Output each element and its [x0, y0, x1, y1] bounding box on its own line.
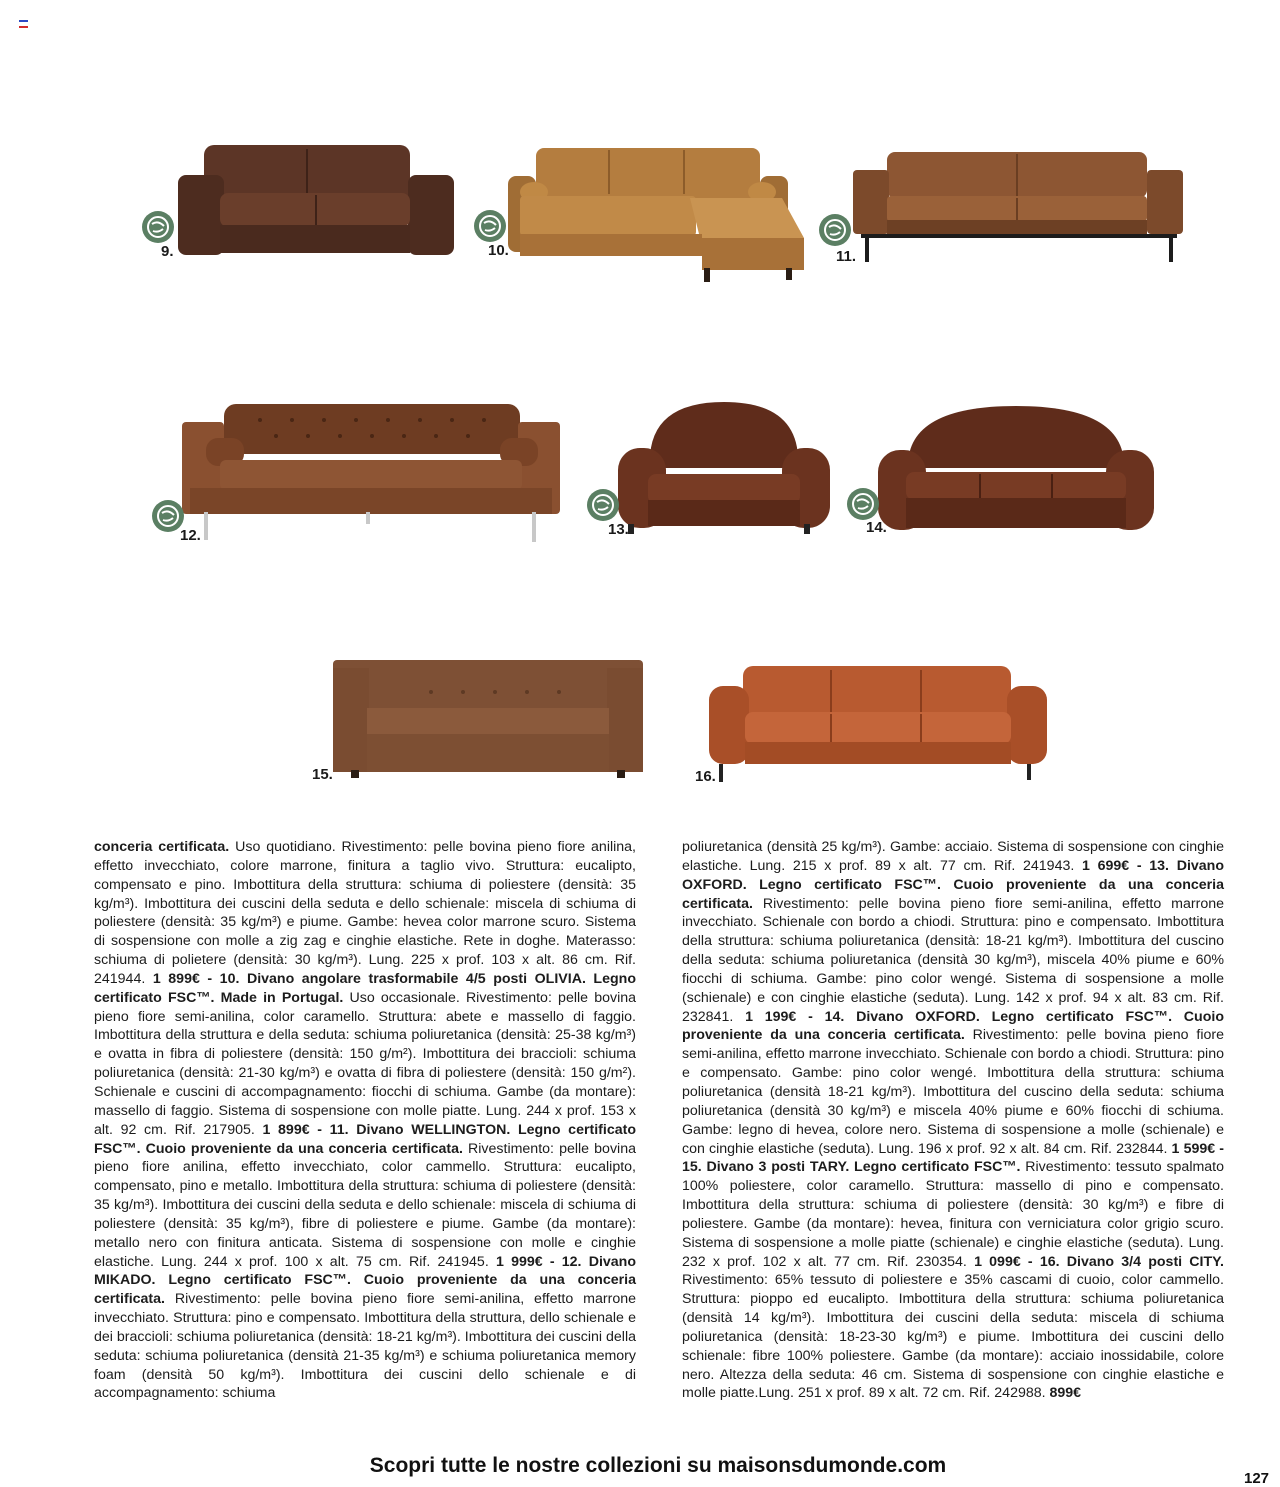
product-number: 14. [866, 519, 887, 536]
page-number: 127 [1244, 1470, 1270, 1487]
product-description-run: Rivestimento: pelle bovina pieno fiore semi-anilina, effetto marrone invecchiato. Schienale con bordo a chiodi. Struttura: pino e compensato. Gambe: pino color wengé. Imbottitura della struttura: schiuma poliuretanica (densità 18-21 kg/m³). Imbottitura del cuscino della seduta: schiuma poliuretanica (densità 30 kg/m³) e miscela 40% piume e 60% fiocchi di schiuma. Gambe: legno di hevea, colore nero. Sistema di sospensione a molle (schienale) e con cinghie elastiche (seduta). Lung. 196 x prof. 92 x alt. 84 cm. Rif. 232844. [682, 1027, 1224, 1157]
product-16-image [707, 664, 1051, 784]
product-description-run: Rivestimento: pelle bovina pieno fiore semi-anilina, effetto marrone invecchiato. Struttura: pino e compensato. Imbottitura della struttura, dello schienale e dei braccioli: schiuma poliuretanica (densità: 18-21 kg/m³). Imbottitura dei cuscini della seduta: schiuma poliuretanica (densità 21-35 kg/m³) e schiuma poliuretanica memory foam (densità 50 kg/m³). Imbottitura dei cuscini dello schienale e di accompagnamento: schiuma [94, 1291, 636, 1402]
product-description-run: Uso occasionale. Rivestimento: pelle bovina pieno fiore semi-anilina, color caramello. Struttura: abete e massello di faggio. Imbottitura della struttura e della seduta: schiuma poliuretanica (densità: 25-38 kg/m³) e ovatta in fibra di poliestere (densità: 150 g/m²). Imbottitura dei braccioli: schiuma poliuretanica (densità: 21-30 kg/m³) e ovatta di fibra di poliestere (densità: 150 g/m²). Schienale e cuscini di accompagnamento: fiocchi di schiuma. Gambe (da montare): massello di faggio. Sistema di sospensione con molle piatte. Lung. 244 x prof. 153 x alt. 92 cm. Rif. 217905. [94, 989, 636, 1138]
product-12-image [180, 402, 562, 544]
product-heading-run: 1 099€ - 16. Divano 3/4 posti CITY. [974, 1253, 1224, 1270]
product-heading-run: 1 899€ - 11. Divano WELLINGTON. Legno certificato FSC™. Cuoio proveniente da una conceria certificata. [94, 1121, 636, 1157]
product-description-run: Rivestimento: tessuto spalmato 100% poliestere, color caramello. Struttura: massello di pino e compensato. Imbottitura della struttura: schiuma di poliestere (densità: 30 kg/m³) e fibre di poliestere. Gambe (da montare): hevea, finitura con verniciatura color grigio scuro. Sistema di sospensione a molle piatte (schienale) e cinghie elastiche (seduta). Lung. 232 x prof. 102 x alt. 77 cm. Rif. 230354. [682, 1159, 1225, 1270]
product-heading-run: 1 599€ - 15. Divano 3 posti TARY. Legno certificato FSC™. [682, 1140, 1224, 1176]
product-description-run: Rivestimento: pelle bovina pieno fiore semi-anilina, effetto marrone invecchiato. Schienale con bordo a chiodi. Struttura: pino e compensato. Imbottitura della struttura: schiuma poliuretanica (densità: 18-21 kg/m³). Imbottitura del cuscino della seduta: schiuma poliuretanica (densità 30 kg/m³), miscela 40% piume e 60% fiocchi di schiuma. Gambe: pino color wengé. Sistema di sospensione a molle (schienale) e con cinghie elastiche (seduta). Lung. 142 x prof. 94 x alt. 83 cm. Rif. 232841. [682, 895, 1224, 1025]
product-11-image [851, 150, 1185, 265]
fsc-globe-icon [846, 487, 880, 521]
product-description-run: Uso quotidiano. Rivestimento: pelle bovina pieno fiore anilina, effetto invecchiato, colore marrone, finitura a taglio vivo. Struttura: eucalipto, compensato e pino. Imbottitura della struttura: schiuma di poliestere (densità: 35 kg/m³). Imbottitura dei cuscini della seduta e dello schienale: miscela di schiuma di poliestere (densità: 35 kg/m³) e piume. Gambe: hevea color marrone scuro. Sistema di sospensione con molle a zig zag e cinghie elastiche. Rete in doghe. Materasso: schiuma di polietere (densità: 30 kg/m³). Lung. 225 x prof. 103 x alt. 86 cm. Rif. 241944. [94, 839, 636, 987]
product-15-image [331, 658, 645, 782]
product-description-run: Rivestimento: pelle bovina pieno fiore anilina, effetto invecchiato, color cammello. Struttura: eucalipto, compensato, pino e metallo. Imbottitura della struttura: schiuma di poliestere (densità: 35 kg/m³). Imbottitura dei cuscini della seduta e dello schienale: miscela di schiuma di poliestere (densità: 35 kg/m³), fibre di poliestere e piume. Gambe (da montare): metallo nero con finitura anticata. Sistema di sospensione con molle e cinghie elastiche. Lung. 244 x prof. 100 x alt. 75 cm. Rif. 241945. [94, 1140, 636, 1270]
product-13-image [616, 398, 832, 538]
product-description-run: Rivestimento: 65% tessuto di poliestere e 35% cascami di cuoio, color cammello. Struttura: pioppo ed eucalipto. Imbottitura della struttura: schiuma poliuretanica (densità 14 kg/m³). Imbottitura dei cuscini della seduta: miscela di schiuma poliuretanica (densità: 18-23-30 kg/m³) e piume. Imbottitura dei cuscini dello schienale: fibre 100% poliestere. Gambe (da montare): acciaio inossidabile, colore nero. Altezza della seduta: 46 cm. Sistema di sospensione con cinghie elastiche e molle piatte.Lung. 251 x prof. 89 x alt. 72 cm. Rif. 242988. [682, 1272, 1224, 1402]
product-number: 10. [488, 242, 509, 259]
language-flag-icon [19, 20, 28, 27]
product-14-image [876, 404, 1156, 536]
product-description-run: poliuretanica (densità 25 kg/m³). Gambe: acciaio. Sistema di sospensione con cinghie elastiche. Lung. 215 x prof. 89 x alt. 77 cm. Rif. 241943. [682, 839, 1224, 874]
description-column-right [682, 838, 1224, 1403]
product-heading-run: 1 199€ - 14. Divano OXFORD. Legno certificato FSC™. Cuoio proveniente da una conceria certificata. [682, 1008, 1224, 1044]
product-10-image [506, 146, 806, 286]
product-number: 15. [312, 766, 333, 783]
description-column-left [94, 838, 636, 1403]
fsc-globe-icon [586, 488, 620, 522]
footer-website-link[interactable]: Scopri tutte le nostre collezioni su maisonsdumonde.com [369, 1454, 947, 1477]
product-number: 11. [836, 248, 857, 265]
product-number: 12. [180, 527, 201, 544]
product-9-image [176, 143, 456, 258]
product-number: 13. [608, 521, 629, 538]
product-heading-run: 1 699€ - 13. Divano OXFORD. Legno certificato FSC™. Cuoio proveniente da una conceria certificata. [682, 857, 1224, 912]
fsc-globe-icon [141, 210, 175, 244]
product-heading-run: 899€ [1049, 1385, 1082, 1402]
product-number: 9. [161, 243, 174, 260]
fsc-globe-icon [473, 209, 507, 243]
product-heading-run: 1 999€ - 12. Divano MIKADO. Legno certificato FSC™. Cuoio proveniente da una conceria certificata. [94, 1253, 636, 1308]
product-heading-run: conceria certificata. [94, 839, 230, 855]
fsc-globe-icon [818, 213, 852, 247]
product-number: 16. [695, 768, 716, 785]
product-heading-run: 1 899€ - 10. Divano angolare trasformabile 4/5 posti OLIVIA. Legno certificato FSC™. Made in Portugal. [94, 970, 636, 1006]
